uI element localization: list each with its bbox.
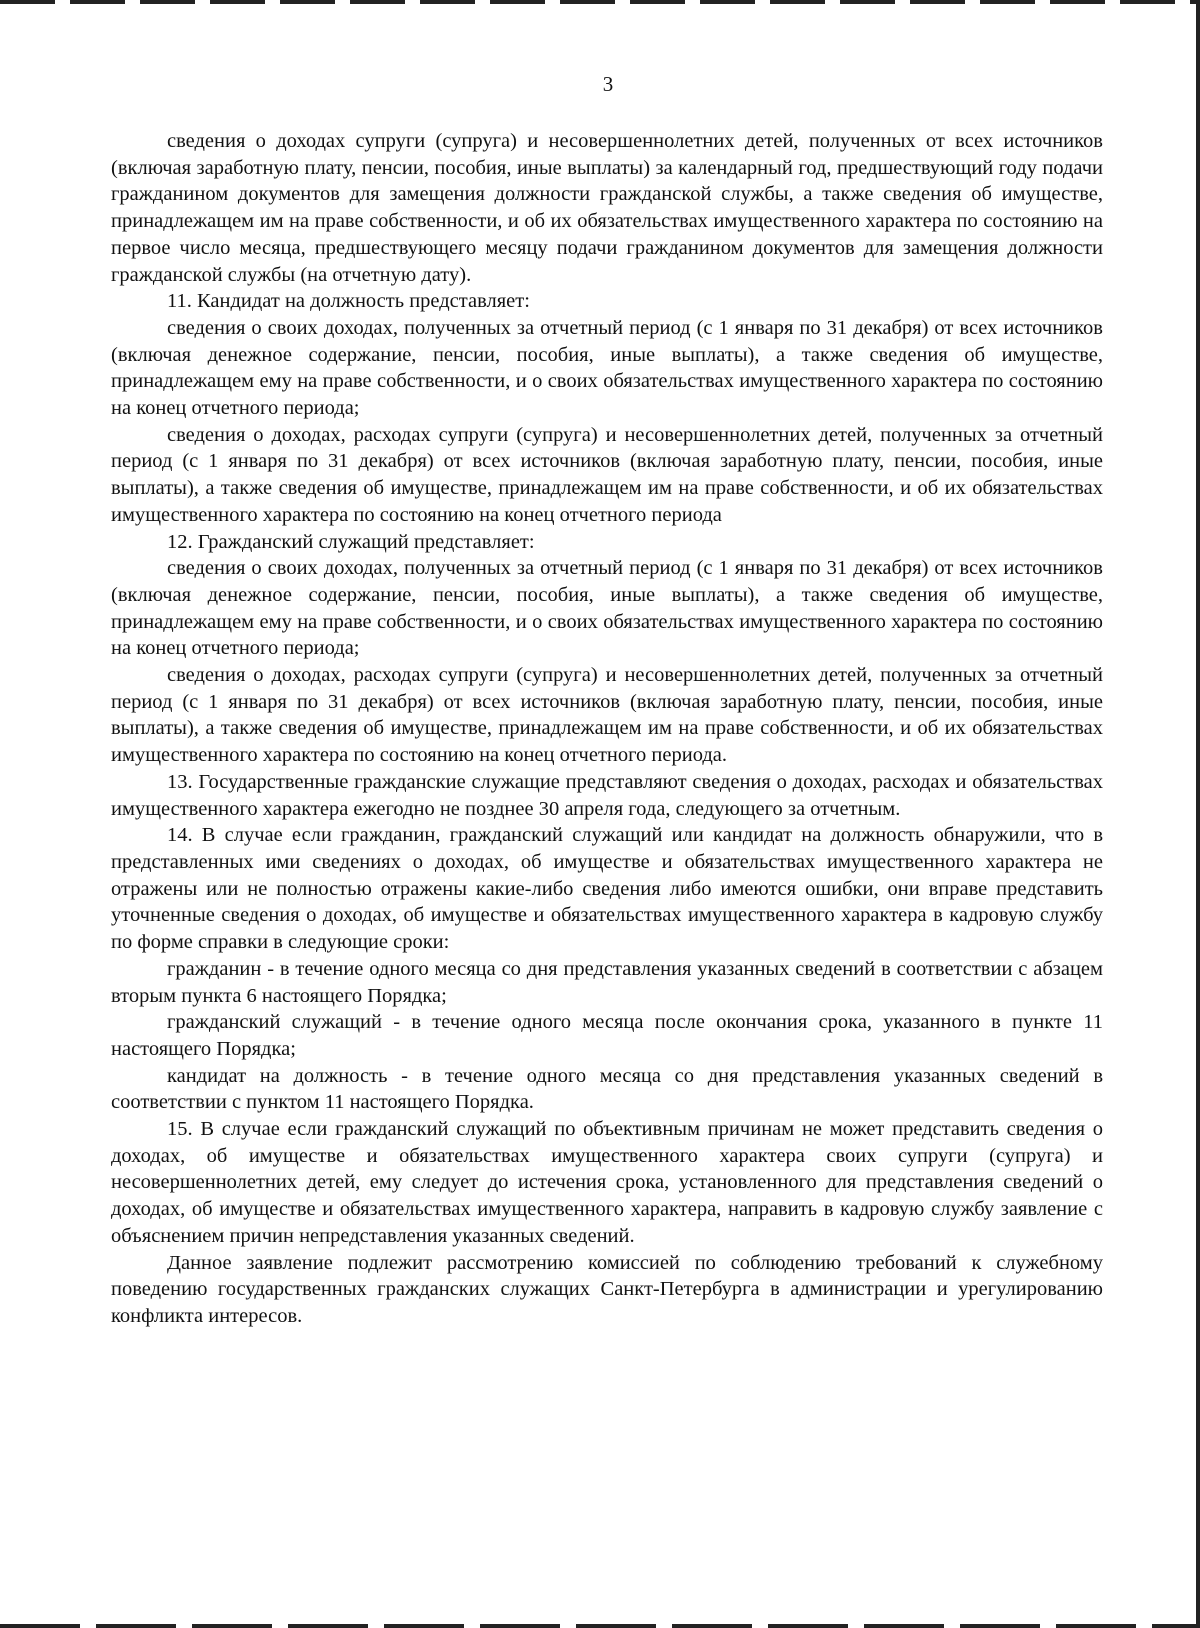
- document-body: [111, 128, 1103, 1330]
- paragraph-commission: Данное заявление подлежит рассмотрению комиссией по соблюдению требований к служебному поведению государственных гражданских служащих Санкт-Петербурга в администрации и урегулированию конфликта интересов.: [111, 1251, 1103, 1327]
- paragraph-14-candidate: кандидат на должность - в течение одного месяца со дня представления указанных сведений в соответствии с пунктом 11 настоящего Порядка.: [111, 1064, 1103, 1114]
- scan-edge-bottom: [0, 1624, 1200, 1628]
- paragraph-11-own-income: сведения о своих доходах, полученных за отчетный период (с 1 января по 31 декабря) от всех источников (включая денежное содержание, пенсии, пособия, иные выплаты), а также сведения об имуществе, принадлежащем ему на праве собственности, и о своих обязательствах имущественного характера по состоянию на конец отчетного периода;: [111, 316, 1103, 420]
- scan-edge-right: [1196, 0, 1200, 1628]
- paragraph-14-civil-servant: гражданский служащий - в течение одного месяца после окончания срока, указанного в пункте 11 настоящего Порядка;: [111, 1011, 1103, 1060]
- paragraph-14-citizen: гражданин - в течение одного месяца со дня представления указанных сведений в соответствии с абзацем вторым пункта 6 настоящего Порядка;: [111, 957, 1103, 1007]
- paragraph-12-own-income: сведения о своих доходах, полученных за отчетный период (с 1 января по 31 декабря) от всех источников (включая денежное содержание, пенсии, пособия, иные выплаты), а также сведения об имуществе, принадлежащем ему на праве собственности, и о своих обязательствах имущественного характера по состоянию на конец отчетного периода;: [111, 557, 1103, 660]
- paragraph-11-heading: 11. Кандидат на должность представляет:: [167, 290, 530, 313]
- page-number: 3: [602, 72, 614, 96]
- scan-edge-top: [0, 0, 1200, 4]
- paragraph-14: 14. В случае если гражданин, гражданский служащий или кандидат на должность обнаружили, что в представленных ими сведениях о доходах, об имуществе и обязательствах имущественного характера не отражены или не полностью отражены какие-либо сведения либо имеются ошибки, они вправе представить уточненные сведения о доходах, об имуществе и обязательствах имущественного характера в кадровую службу по форме справки в следующие сроки:: [111, 824, 1103, 954]
- paragraph-13: 13. Государственные гражданские служащие представляют сведения о доходах, расходах и обязательствах имущественного характера ежегодно не позднее 30 апреля года, следующего за отчетным.: [111, 770, 1103, 820]
- paragraph-11-spouse-income: сведения о доходах, расходах супруги (супруга) и несовершеннолетних детей, полученных за отчетный период (с 1 января по 31 декабря) от всех источников (включая заработную плату, пенсии, пособия, иные выплаты), а также сведения об имуществе, принадлежащем им на праве собственности, и об их обязательствах имущественного характера по состоянию на конец отчетного периода: [111, 423, 1103, 526]
- paragraph-spouse-income-before-service: сведения о доходах супруги (супруга) и несовершеннолетних детей, полученных от всех источников (включая заработную плату, пенсии, пособия, иные выплаты) за календарный год, предшествующий году подачи гражданином документов для замещения должности гражданской службы, а также сведения об имуществе, принадлежащем им на праве собственности, и об их обязательствах имущественного характера по состоянию на первое число месяца, предшествующего месяцу подачи гражданином документов для замещения должности гражданской службы (на отчетную дату).: [111, 130, 1103, 286]
- paragraph-12-heading: 12. Гражданский служащий представляет:: [167, 530, 535, 553]
- paragraph-15: 15. В случае если гражданский служащий по объективным причинам не может представить сведения о доходах, об имуществе и обязательствах имущественного характера своих супруги (супруга) и несовершеннолетних детей, ему следует до истечения срока, установленного для представления сведений о доходах, об имуществе и обязательствах имущественного характера, направить в кадровую службу заявление с объяснением причин непредставления указанных сведений.: [111, 1118, 1103, 1247]
- paragraph-12-spouse-income: сведения о доходах, расходах супруги (супруга) и несовершеннолетних детей, полученных за отчетный период (с 1 января по 31 декабря) от всех источников (включая заработную плату, пенсии, пособия, иные выплаты), а также сведения об имуществе, принадлежащем им на праве собственности, и об их обязательствах имущественного характера по состоянию на конец отчетного периода.: [111, 664, 1103, 767]
